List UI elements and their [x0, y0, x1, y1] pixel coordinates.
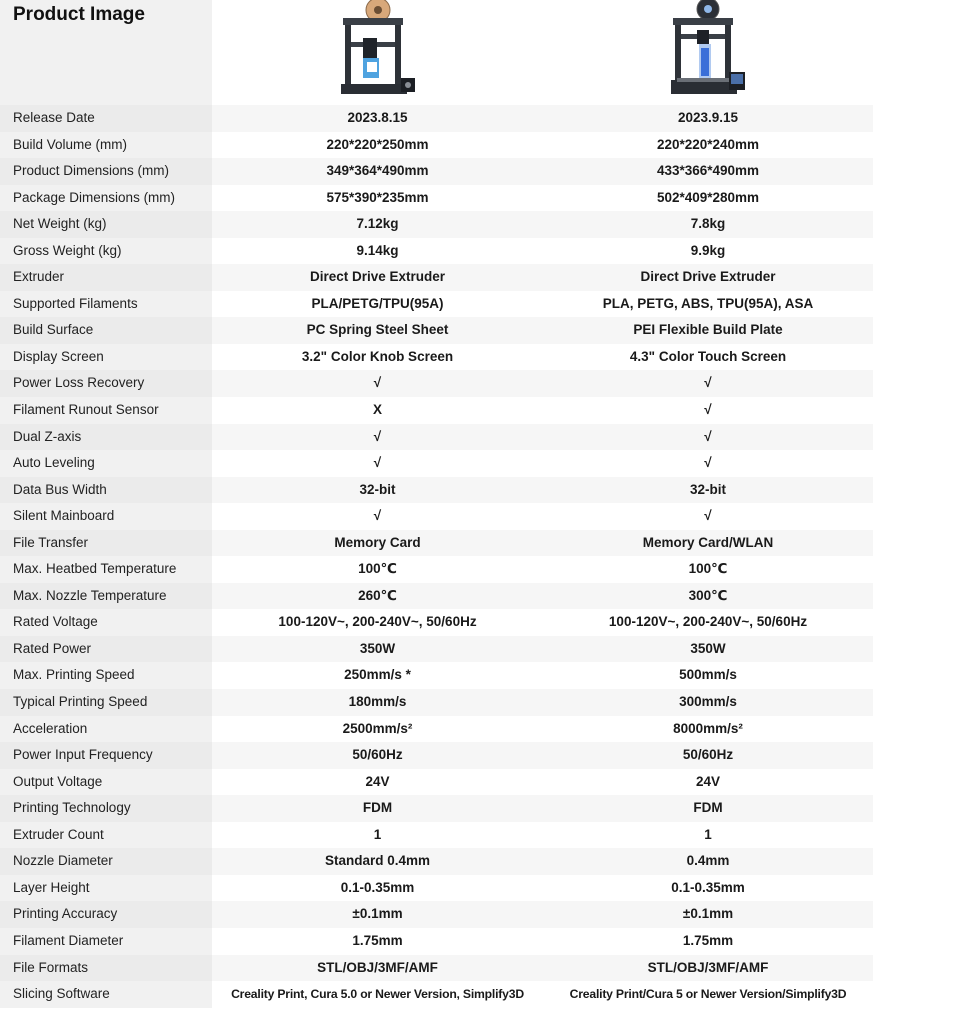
spec-value-product-2: 0.4mm — [543, 848, 873, 875]
spec-value-product-2: 500mm/s — [543, 662, 873, 689]
spec-value-product-1: Creality Print, Cura 5.0 or Newer Version, Simplify3D — [212, 981, 543, 1008]
table-row — [0, 370, 873, 397]
spec-value-product-1: FDM — [212, 795, 543, 822]
table-row — [0, 397, 873, 424]
table-row — [0, 901, 873, 928]
table-row — [0, 955, 873, 982]
spec-label: Data Bus Width — [0, 477, 212, 504]
spec-value-product-2: Direct Drive Extruder — [543, 264, 873, 291]
spec-label: File Transfer — [0, 530, 212, 557]
table-row — [0, 503, 873, 530]
product-image-row — [0, 0, 873, 105]
spec-value-product-2: 100℃ — [543, 556, 873, 583]
spec-value-product-1: 349*364*490mm — [212, 158, 543, 185]
table-row — [0, 211, 873, 238]
spec-value-product-1: STL/OBJ/3MF/AMF — [212, 955, 543, 982]
spec-label: Power Input Frequency — [0, 742, 212, 769]
spec-value-product-1: X — [212, 397, 543, 424]
spec-label: Gross Weight (kg) — [0, 238, 212, 265]
table-row — [0, 875, 873, 902]
spec-label: Printing Accuracy — [0, 901, 212, 928]
spec-value-product-1: 0.1-0.35mm — [212, 875, 543, 902]
table-row — [0, 344, 873, 371]
spec-value-product-2: 433*366*490mm — [543, 158, 873, 185]
spec-value-product-1: 7.12kg — [212, 211, 543, 238]
table-row — [0, 848, 873, 875]
spec-label: Dual Z-axis — [0, 424, 212, 451]
table-row — [0, 185, 873, 212]
spec-value-product-2: 9.9kg — [543, 238, 873, 265]
product-image-2 — [543, 0, 873, 105]
table-row — [0, 689, 873, 716]
spec-label: Extruder — [0, 264, 212, 291]
spec-value-product-2: ±0.1mm — [543, 901, 873, 928]
spec-value-product-1: PLA/PETG/TPU(95A) — [212, 291, 543, 318]
spec-value-product-1: Memory Card — [212, 530, 543, 557]
spec-label: Package Dimensions (mm) — [0, 185, 212, 212]
spec-label: Max. Printing Speed — [0, 662, 212, 689]
spec-value-product-2: √ — [543, 450, 873, 477]
table-row — [0, 609, 873, 636]
spec-value-product-2: 300mm/s — [543, 689, 873, 716]
table-row — [0, 291, 873, 318]
printer-knob-screen-icon — [333, 0, 423, 100]
spec-label: Filament Diameter — [0, 928, 212, 955]
spec-value-product-1: 32-bit — [212, 477, 543, 504]
spec-label: Build Volume (mm) — [0, 132, 212, 159]
spec-label: Acceleration — [0, 716, 212, 743]
spec-label: Extruder Count — [0, 822, 212, 849]
spec-label: Net Weight (kg) — [0, 211, 212, 238]
spec-label: Build Surface — [0, 317, 212, 344]
spec-label: Max. Heatbed Temperature — [0, 556, 212, 583]
table-row — [0, 105, 873, 132]
table-row — [0, 716, 873, 743]
spec-value-product-1: 100℃ — [212, 556, 543, 583]
spec-value-product-2: √ — [543, 370, 873, 397]
spec-value-product-2: 1.75mm — [543, 928, 873, 955]
product-image-1 — [212, 0, 543, 105]
spec-value-product-2: PLA, PETG, ABS, TPU(95A), ASA — [543, 291, 873, 318]
spec-value-product-2: 50/60Hz — [543, 742, 873, 769]
spec-value-product-1: 575*390*235mm — [212, 185, 543, 212]
table-row — [0, 238, 873, 265]
spec-label: Output Voltage — [0, 769, 212, 796]
spec-value-product-1: ±0.1mm — [212, 901, 543, 928]
spec-label: Rated Voltage — [0, 609, 212, 636]
spec-label: Layer Height — [0, 875, 212, 902]
product-image-label-cell — [0, 0, 212, 105]
spec-label: Supported Filaments — [0, 291, 212, 318]
spec-value-product-1: 9.14kg — [212, 238, 543, 265]
spec-value-product-1: 260℃ — [212, 583, 543, 610]
table-row — [0, 742, 873, 769]
spec-value-product-1: 250mm/s * — [212, 662, 543, 689]
spec-value-product-2: 7.8kg — [543, 211, 873, 238]
spec-value-product-2: 300℃ — [543, 583, 873, 610]
spec-value-product-1: √ — [212, 503, 543, 530]
spec-label: Nozzle Diameter — [0, 848, 212, 875]
spec-value-product-2: 4.3" Color Touch Screen — [543, 344, 873, 371]
spec-label: Release Date — [0, 105, 212, 132]
table-row — [0, 264, 873, 291]
spec-value-product-2: 32-bit — [543, 477, 873, 504]
spec-label: Typical Printing Speed — [0, 689, 212, 716]
spec-label: Printing Technology — [0, 795, 212, 822]
table-row — [0, 981, 873, 1008]
spec-value-product-1: 220*220*250mm — [212, 132, 543, 159]
spec-value-product-2: Creality Print/Cura 5 or Newer Version/Simplify3D — [543, 981, 873, 1008]
spec-value-product-1: 1.75mm — [212, 928, 543, 955]
spec-label: Max. Nozzle Temperature — [0, 583, 212, 610]
table-row — [0, 132, 873, 159]
spec-value-product-2: 24V — [543, 769, 873, 796]
spec-value-product-1: 3.2" Color Knob Screen — [212, 344, 543, 371]
printer-touch-screen-icon — [663, 0, 753, 100]
spec-value-product-2: 1 — [543, 822, 873, 849]
table-row — [0, 450, 873, 477]
table-row — [0, 530, 873, 557]
spec-value-product-2: PEI Flexible Build Plate — [543, 317, 873, 344]
spec-value-product-1: 350W — [212, 636, 543, 663]
spec-value-product-2: 350W — [543, 636, 873, 663]
table-row — [0, 636, 873, 663]
table-row — [0, 158, 873, 185]
spec-label: Product Dimensions (mm) — [0, 158, 212, 185]
table-row — [0, 822, 873, 849]
spec-value-product-1: 2500mm/s² — [212, 716, 543, 743]
spec-value-product-2: STL/OBJ/3MF/AMF — [543, 955, 873, 982]
spec-label: Power Loss Recovery — [0, 370, 212, 397]
spec-value-product-1: 50/60Hz — [212, 742, 543, 769]
table-row — [0, 928, 873, 955]
spec-value-product-2: 220*220*240mm — [543, 132, 873, 159]
table-row — [0, 556, 873, 583]
spec-value-product-1: √ — [212, 424, 543, 451]
spec-label: File Formats — [0, 955, 212, 982]
spec-value-product-1: Standard 0.4mm — [212, 848, 543, 875]
spec-value-product-2: 0.1-0.35mm — [543, 875, 873, 902]
table-row — [0, 769, 873, 796]
spec-rows — [0, 105, 873, 1008]
spec-value-product-2: √ — [543, 397, 873, 424]
spec-label: Slicing Software — [0, 981, 212, 1008]
table-row — [0, 662, 873, 689]
spec-value-product-1: PC Spring Steel Sheet — [212, 317, 543, 344]
spec-label: Display Screen — [0, 344, 212, 371]
page-title: Product Image — [13, 4, 145, 25]
spec-value-product-2: √ — [543, 503, 873, 530]
spec-value-product-1: 1 — [212, 822, 543, 849]
spec-label: Silent Mainboard — [0, 503, 212, 530]
spec-value-product-1: 180mm/s — [212, 689, 543, 716]
table-row — [0, 424, 873, 451]
spec-value-product-2: 2023.9.15 — [543, 105, 873, 132]
table-row — [0, 583, 873, 610]
spec-value-product-1: 24V — [212, 769, 543, 796]
spec-value-product-2: FDM — [543, 795, 873, 822]
table-row — [0, 477, 873, 504]
spec-label: Auto Leveling — [0, 450, 212, 477]
spec-value-product-2: 502*409*280mm — [543, 185, 873, 212]
spec-value-product-1: Direct Drive Extruder — [212, 264, 543, 291]
spec-value-product-1: 100-120V~, 200-240V~, 50/60Hz — [212, 609, 543, 636]
table-row — [0, 317, 873, 344]
spec-value-product-1: 2023.8.15 — [212, 105, 543, 132]
spec-value-product-1: √ — [212, 450, 543, 477]
spec-value-product-2: Memory Card/WLAN — [543, 530, 873, 557]
spec-value-product-1: √ — [212, 370, 543, 397]
spec-value-product-2: 8000mm/s² — [543, 716, 873, 743]
spec-label: Filament Runout Sensor — [0, 397, 212, 424]
spec-label: Rated Power — [0, 636, 212, 663]
spec-value-product-2: 100-120V~, 200-240V~, 50/60Hz — [543, 609, 873, 636]
spec-value-product-2: √ — [543, 424, 873, 451]
table-row — [0, 795, 873, 822]
